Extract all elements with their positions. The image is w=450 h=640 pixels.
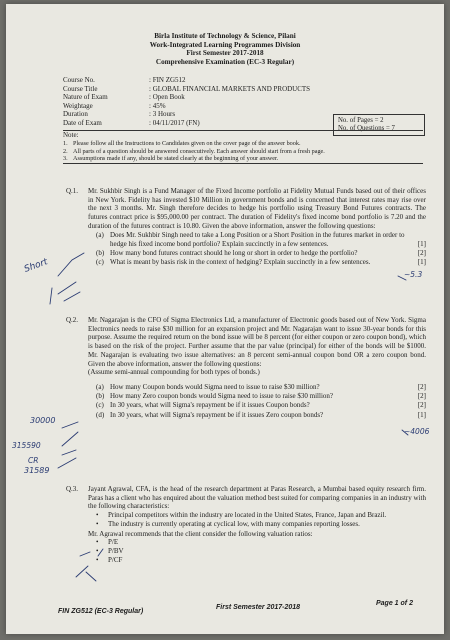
question-number: Q.3. [66, 485, 79, 493]
tick-mark [62, 450, 76, 455]
handwritten-315590: 315590 [12, 441, 41, 450]
handwritten-4006: ~4006 [404, 427, 430, 436]
meta-row: Course No. : FIN ZG512 [63, 76, 186, 84]
ratio-item: • P/E [96, 538, 119, 547]
tick-mark [86, 572, 96, 581]
handwritten-short: Short [23, 257, 50, 275]
num-questions: No. of Questions = 7 [338, 125, 395, 133]
notes [63, 132, 423, 164]
recommendation-text: Mr. Agrawal recommends that the client consider the following valuation ratios: [88, 529, 313, 538]
question-assumption: (Assume semi-annual compounding for both types of bonds.) [88, 368, 260, 377]
handwritten-30000: 30000 [30, 416, 56, 425]
course-meta [63, 76, 310, 128]
meta-row: Duration : 3 Hours [63, 110, 176, 119]
question-part: (a) How many Coupon bonds would Sigma need to issue to raise $30 million? [2] [96, 382, 426, 391]
tick-mark [64, 292, 80, 301]
footer-page: Page 1 of 2 [376, 600, 413, 607]
meta-row: Course Title : GLOBAL FINANCIAL MARKETS AND PRODUCTS [63, 84, 311, 93]
meta-row: Date of Exam : 04/11/2017 (FN) [63, 118, 200, 127]
ratio-item: • P/CF [96, 555, 123, 564]
tick-mark [50, 288, 52, 304]
question-part: (a) Does Mr. Sukhbir Singh need to take a Long Position or a Short Position in the futures market in order to hedge his fixed income bond portfolio? Explain succinctly in a few sentences. [1] [96, 231, 426, 248]
exam-title: Comprehensive Examination (EC-3 Regular) [155, 57, 295, 66]
division-name: Work-Integrated Learning Programmes Division [149, 40, 301, 49]
handwritten-31589: 31589 [24, 466, 50, 475]
question-1 [66, 187, 426, 267]
note-item: 3. Assumptions made if any, should be stated clearly at the beginning of your answer. [63, 155, 423, 164]
institute-name: Birla Institute of Technology & Science, Pilani [154, 32, 296, 40]
question-number: Q.2. [66, 316, 79, 324]
question-part: (c) In 30 years, what will Sigma's repayment be if it issues Coupon bonds? [2] [96, 401, 426, 410]
tick-mark [58, 458, 76, 468]
handwritten-cr: CR [28, 456, 39, 465]
question-part: (c) What is meant by basis risk in the context of hedging? Explain succinctly in a few sentences. [1] [96, 258, 426, 267]
semester-title: First Semester 2017-2018 [186, 49, 264, 57]
tick-mark [58, 282, 76, 294]
question-part: (b) How many bond futures contract should he long or short in order to hedge the portfolio? [2] [96, 248, 426, 257]
note-item: 1. Please follow all the Instructions to Candidates given on the cover page of the answer book. [63, 139, 301, 147]
question-text: Mr. Nagarajan is the CFO of Sigma Electronics Ltd, a manufacturer of Electronic goods based out of New York. Sigma Electronics needs to raise $30 million for an expansion project and Mr. Nagarajan want to issue 30-year bonds for this purpose. Assume the required return on the bond issue will be 8 percent (for either coupon or zero coupon bond), which is based on the risk of the project. Further assume that the par value (principal) for either of the bonds will be $1000. Mr. Nagarajan is evaluating two issue alternatives: an 8 percent semi-annual coupon bond OR a zero coupon bond. Given the above information, answer the following questions: [88, 316, 426, 368]
footer-course: FIN ZG512 (EC-3 Regular) [58, 608, 144, 615]
question-number: Q.1. [66, 187, 79, 195]
tick-mark [62, 422, 78, 428]
divider [63, 130, 423, 131]
ratio-item: • P/BV [96, 546, 124, 555]
tick-mark [62, 432, 78, 446]
question-text: Jayant Agrawal, CFA, is the head of the research department at Paras Research, a Mumbai based equity research firm. Paras has a client who has enquired about the valuation method best suited for comparing companies in an industry with the following characteristics: [88, 485, 426, 511]
question-3 [66, 485, 426, 564]
bullet-item: • Principal competitors within the industry are located in the United States, France, Japan and Brazil. [96, 511, 387, 520]
tick-mark [76, 566, 88, 577]
notes-title: Note: [63, 131, 79, 139]
footer-semester: First Semester 2017-2018 [216, 604, 301, 611]
num-pages: No. of Pages = 2 [338, 117, 384, 124]
question-part: (d) In 30 years, what will Sigma's repayment be if it issues Zero coupon bonds? [1] [96, 410, 426, 419]
meta-row: Nature of Exam : Open Book [63, 93, 185, 102]
note-item: 2. All parts of a question should be answered consecutively. Each answer should start from a fresh page. [63, 147, 325, 155]
bullet-item: • The industry is currently operating at cyclical low, with many companies reporting losses. [96, 519, 360, 528]
meta-row: Weightage : 45% [63, 101, 166, 110]
question-2 [66, 316, 426, 419]
exam-paper [6, 4, 444, 634]
question-part: (b) How many Zero coupon bonds would Sigma need to issue to raise $30 million? [2] [96, 392, 426, 401]
question-text: Mr. Sukhbir Singh is a Fund Manager of the Fixed Income portfolio at Fidelity Mutual Funds based out of their offices in New York. Fidelity has invested $10 Million in government bonds and is concerned that interest rates may rise over the next 3 months. Mr. Singh therefore decides to hedge his portfolio using Treasury Bond Futures contracts. The futures contract price is $95,000.00 per contract. The duration of Fidelity's fixed income bond portfolio is 7.20 and the duration of the futures contract is 10.80. Given the above information, answer the following questions: [88, 187, 426, 230]
handwritten-5-3: ~5.3 [404, 270, 423, 279]
